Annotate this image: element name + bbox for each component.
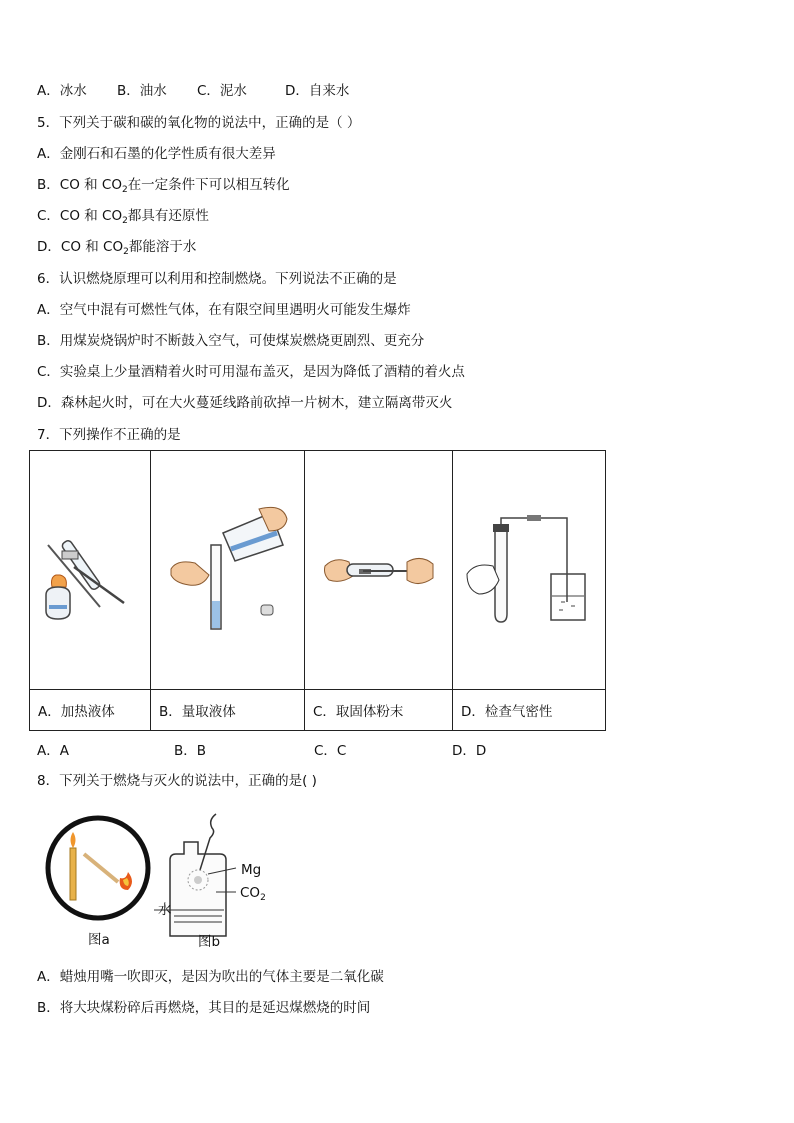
q5-option-a: A．金刚石和石墨的化学性质有很大差异: [37, 146, 276, 162]
q7-caption-d: D．检查气密性: [453, 690, 606, 731]
figure-a-candle-blown: [48, 818, 148, 918]
q4-option-d: D．自来水: [285, 83, 350, 99]
q7-image-measuring-liquid: [151, 451, 305, 690]
q5-d-rest: 都能溶于水: [128, 239, 197, 255]
q4-option-b: B．油水: [117, 83, 167, 99]
q6-option-a: A．空气中混有可燃性气体，在有限空间里遇明火可能发生爆炸: [37, 302, 411, 318]
q6-option-b: B．用煤炭烧锅炉时不断鼓入空气，可使煤炭燃烧更剧烈、更充分: [37, 333, 425, 349]
q7-image-airtightness-check: [453, 451, 606, 690]
q7-answer-a: A．A: [37, 743, 69, 759]
q7-caption-c: C．取固体粉末: [305, 690, 453, 731]
q5-b-text: B．CO 和 CO: [37, 177, 122, 193]
q8-figures: [40, 810, 280, 952]
q7-answer-c: C．C: [314, 743, 347, 759]
q7-stem: 7．下列操作不正确的是: [37, 427, 181, 443]
q5-d-text: D．CO 和 CO: [37, 239, 124, 255]
q5-b-subscript: 2: [121, 185, 128, 195]
q4-options: [37, 81, 349, 101]
figure-b-caption: 图b: [198, 934, 221, 950]
taking-powder-illustration: [319, 540, 439, 600]
q8-stem: 8．下列关于燃烧与灭火的说法中，正确的是( ): [37, 773, 317, 789]
q7-image-heating-liquid: [30, 451, 151, 690]
q6-option-c: C．实验桌上少量酒精着火时可用湿布盖灭，是因为降低了酒精的着火点: [37, 364, 465, 380]
q5-d-subscript: 2: [123, 247, 129, 257]
q8-option-b: B．将大块煤粉碎后再燃烧，其目的是延迟煤燃烧的时间: [37, 1000, 371, 1016]
q8-option-a: A．蜡烛用嘴一吹即灭，是因为吹出的气体主要是二氧化碳: [37, 969, 384, 985]
q5-c-subscript: 2: [122, 216, 128, 226]
q7-operations-table: [29, 450, 606, 731]
q4-option-a: A．冰水: [37, 83, 87, 99]
figure-a-caption: 图a: [88, 932, 110, 948]
q5-c-text: C．CO 和 CO: [37, 208, 123, 224]
heating-liquid-illustration: [40, 515, 140, 625]
q5-option-b: [37, 175, 290, 195]
q6-option-d: D．森林起火时，可在大火蔓延线路前砍掉一片树木，建立隔离带灭火: [37, 395, 453, 411]
figure-b-co2-text: CO: [240, 885, 261, 901]
q5-c-rest: 都具有还原性: [127, 208, 209, 224]
q5-b-rest: 在一定条件下可以相互转化: [127, 177, 290, 193]
figure-b-water-label: 水: [158, 902, 172, 918]
figure-b-co2-subscript: 2: [260, 893, 266, 903]
q7-caption-a: A．加热液体: [30, 690, 151, 731]
q7-image-taking-powder: [305, 451, 453, 690]
q4-option-c: C．泥水: [197, 83, 247, 99]
q5-option-d: [37, 237, 196, 257]
airtightness-check-illustration: [461, 514, 597, 626]
q7-caption-b: B．量取液体: [151, 690, 305, 731]
q7-answer-d: D．D: [452, 743, 487, 759]
q5-option-c: [37, 206, 209, 226]
figure-b-mg-label: Mg: [241, 862, 262, 878]
q7-answer-b: B．B: [174, 743, 207, 759]
figure-b-co2-label: [240, 883, 266, 903]
q5-stem: 5．下列关于碳和碳的氧化物的说法中，正确的是（ ）: [37, 115, 361, 131]
q6-stem: 6．认识燃烧原理可以利用和控制燃烧。下列说法不正确的是: [37, 271, 397, 287]
measuring-liquid-illustration: [163, 505, 293, 635]
